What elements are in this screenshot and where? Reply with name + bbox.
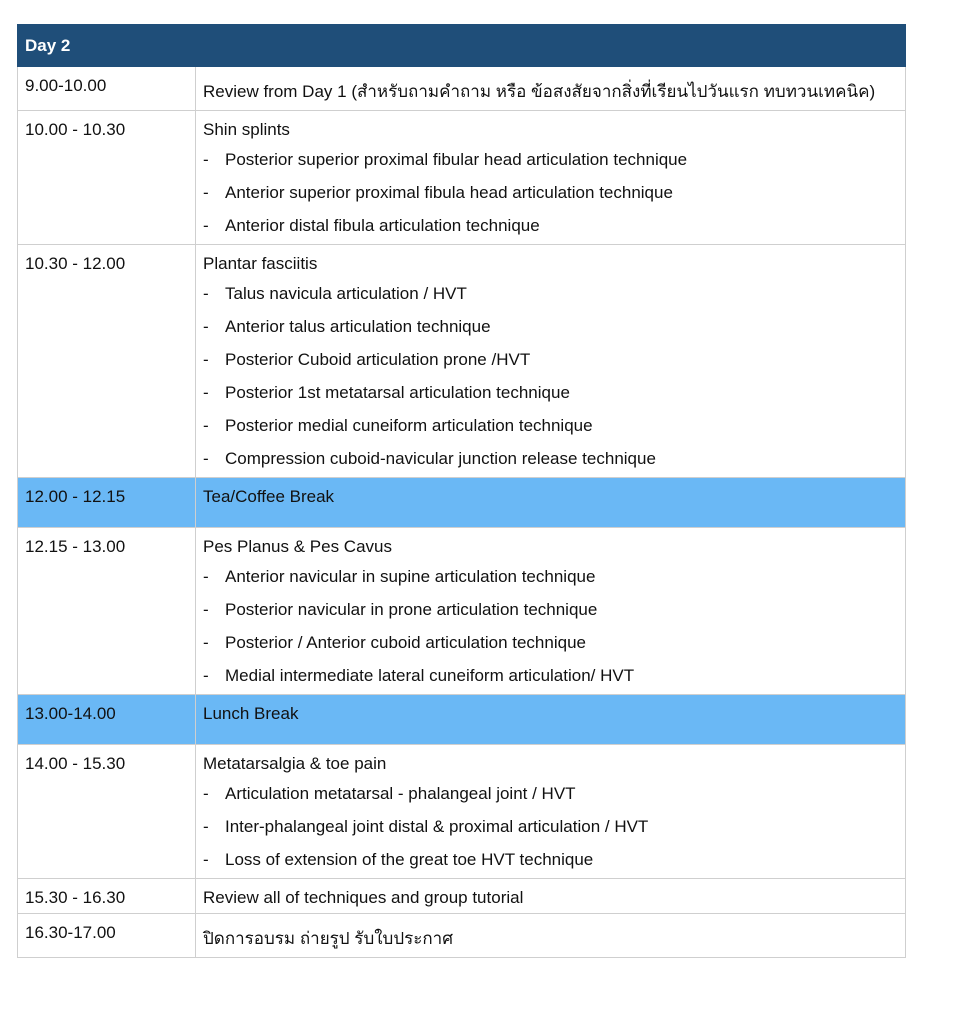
break-row: [18, 695, 906, 745]
dash-bullet: -: [203, 633, 209, 652]
technique-label: Compression cuboid-navicular junction release technique: [225, 449, 656, 468]
technique-label: Anterior superior proximal fibula head articulation technique: [225, 183, 673, 202]
time-cell: 12.00 - 12.15: [18, 478, 196, 528]
technique-item: [203, 277, 898, 310]
dash-bullet: -: [203, 383, 209, 402]
session-cell: [196, 111, 906, 245]
dash-bullet: -: [203, 850, 209, 869]
session-title: Review all of techniques and group tutorial: [203, 888, 524, 907]
break-title: Tea/Coffee Break: [203, 487, 335, 506]
time-cell: 10.30 - 12.00: [18, 245, 196, 478]
dash-bullet: -: [203, 784, 209, 803]
time-cell: 10.00 - 10.30: [18, 111, 196, 245]
technique-label: Loss of extension of the great toe HVT technique: [225, 850, 594, 869]
dash-bullet: -: [203, 666, 209, 685]
session-cell: [196, 879, 906, 914]
technique-label: Posterior 1st metatarsal articulation technique: [225, 383, 570, 402]
technique-label: Posterior medial cuneiform articulation technique: [225, 416, 593, 435]
technique-item: [203, 176, 898, 209]
technique-label: Inter-phalangeal joint distal & proximal articulation / HVT: [225, 817, 649, 836]
session-cell: [196, 914, 906, 958]
time-cell: 15.30 - 16.30: [18, 879, 196, 914]
break-title: Lunch Break: [203, 704, 299, 723]
header-row: [18, 25, 906, 67]
dash-bullet: -: [203, 567, 209, 586]
technique-label: Anterior distal fibula articulation technique: [225, 216, 540, 235]
technique-item: [203, 777, 898, 810]
time-cell: 12.15 - 13.00: [18, 528, 196, 695]
session-title: Review from Day 1 (สำหรับถามคำถาม หรือ ข้อสงสัยจากสิ่งที่เรียนไปวันแรก ทบทวนเทคนิค): [203, 82, 876, 101]
technique-label: Posterior Cuboid articulation prone /HVT: [225, 350, 531, 369]
technique-item: [203, 843, 898, 876]
schedule-row: [18, 67, 906, 111]
session-title: Plantar fasciitis: [203, 254, 318, 273]
dash-bullet: -: [203, 216, 209, 235]
dash-bullet: -: [203, 416, 209, 435]
technique-label: Anterior talus articulation technique: [225, 317, 491, 336]
technique-label: Medial intermediate lateral cuneiform articulation/ HVT: [225, 666, 635, 685]
session-title: Shin splints: [203, 120, 290, 139]
technique-item: [203, 143, 898, 176]
technique-label: Anterior navicular in supine articulation technique: [225, 567, 596, 586]
session-cell: [196, 745, 906, 879]
header-blank-cell: [196, 25, 906, 67]
dash-bullet: -: [203, 817, 209, 836]
dash-bullet: -: [203, 284, 209, 303]
session-title: Pes Planus & Pes Cavus: [203, 537, 392, 556]
dash-bullet: -: [203, 183, 209, 202]
technique-item: [203, 560, 898, 593]
session-cell: [196, 528, 906, 695]
schedule-body: [18, 67, 906, 958]
time-cell: 9.00-10.00: [18, 67, 196, 111]
technique-label: Posterior / Anterior cuboid articulation technique: [225, 633, 586, 652]
technique-item: [203, 810, 898, 843]
schedule-table: [17, 24, 906, 958]
dash-bullet: -: [203, 350, 209, 369]
dash-bullet: -: [203, 600, 209, 619]
technique-item: [203, 310, 898, 343]
session-cell: [196, 67, 906, 111]
time-cell: 13.00-14.00: [18, 695, 196, 745]
technique-item: [203, 376, 898, 409]
technique-item: [203, 409, 898, 442]
dash-bullet: -: [203, 449, 209, 468]
schedule-row: [18, 245, 906, 478]
technique-item: [203, 209, 898, 242]
dash-bullet: -: [203, 150, 209, 169]
schedule-row: [18, 914, 906, 958]
schedule-row: [18, 528, 906, 695]
technique-label: Articulation metatarsal - phalangeal joint / HVT: [225, 784, 576, 803]
technique-label: Posterior superior proximal fibular head articulation technique: [225, 150, 688, 169]
technique-label: Talus navicula articulation / HVT: [225, 284, 467, 303]
break-row: [18, 478, 906, 528]
technique-item: [203, 659, 898, 692]
time-cell: 16.30-17.00: [18, 914, 196, 958]
session-cell: [196, 245, 906, 478]
session-cell: [196, 695, 906, 745]
technique-item: [203, 626, 898, 659]
time-cell: 14.00 - 15.30: [18, 745, 196, 879]
session-cell: [196, 478, 906, 528]
day-heading: Day 2: [18, 25, 196, 67]
schedule-row: [18, 111, 906, 245]
dash-bullet: -: [203, 317, 209, 336]
session-title: Metatarsalgia & toe pain: [203, 754, 387, 773]
session-title: ปิดการอบรม ถ่ายรูป รับใบประกาศ: [203, 929, 454, 948]
schedule-row: [18, 879, 906, 914]
technique-item: [203, 593, 898, 626]
technique-item: [203, 442, 898, 475]
technique-item: [203, 343, 898, 376]
schedule-row: [18, 745, 906, 879]
technique-label: Posterior navicular in prone articulation technique: [225, 600, 598, 619]
